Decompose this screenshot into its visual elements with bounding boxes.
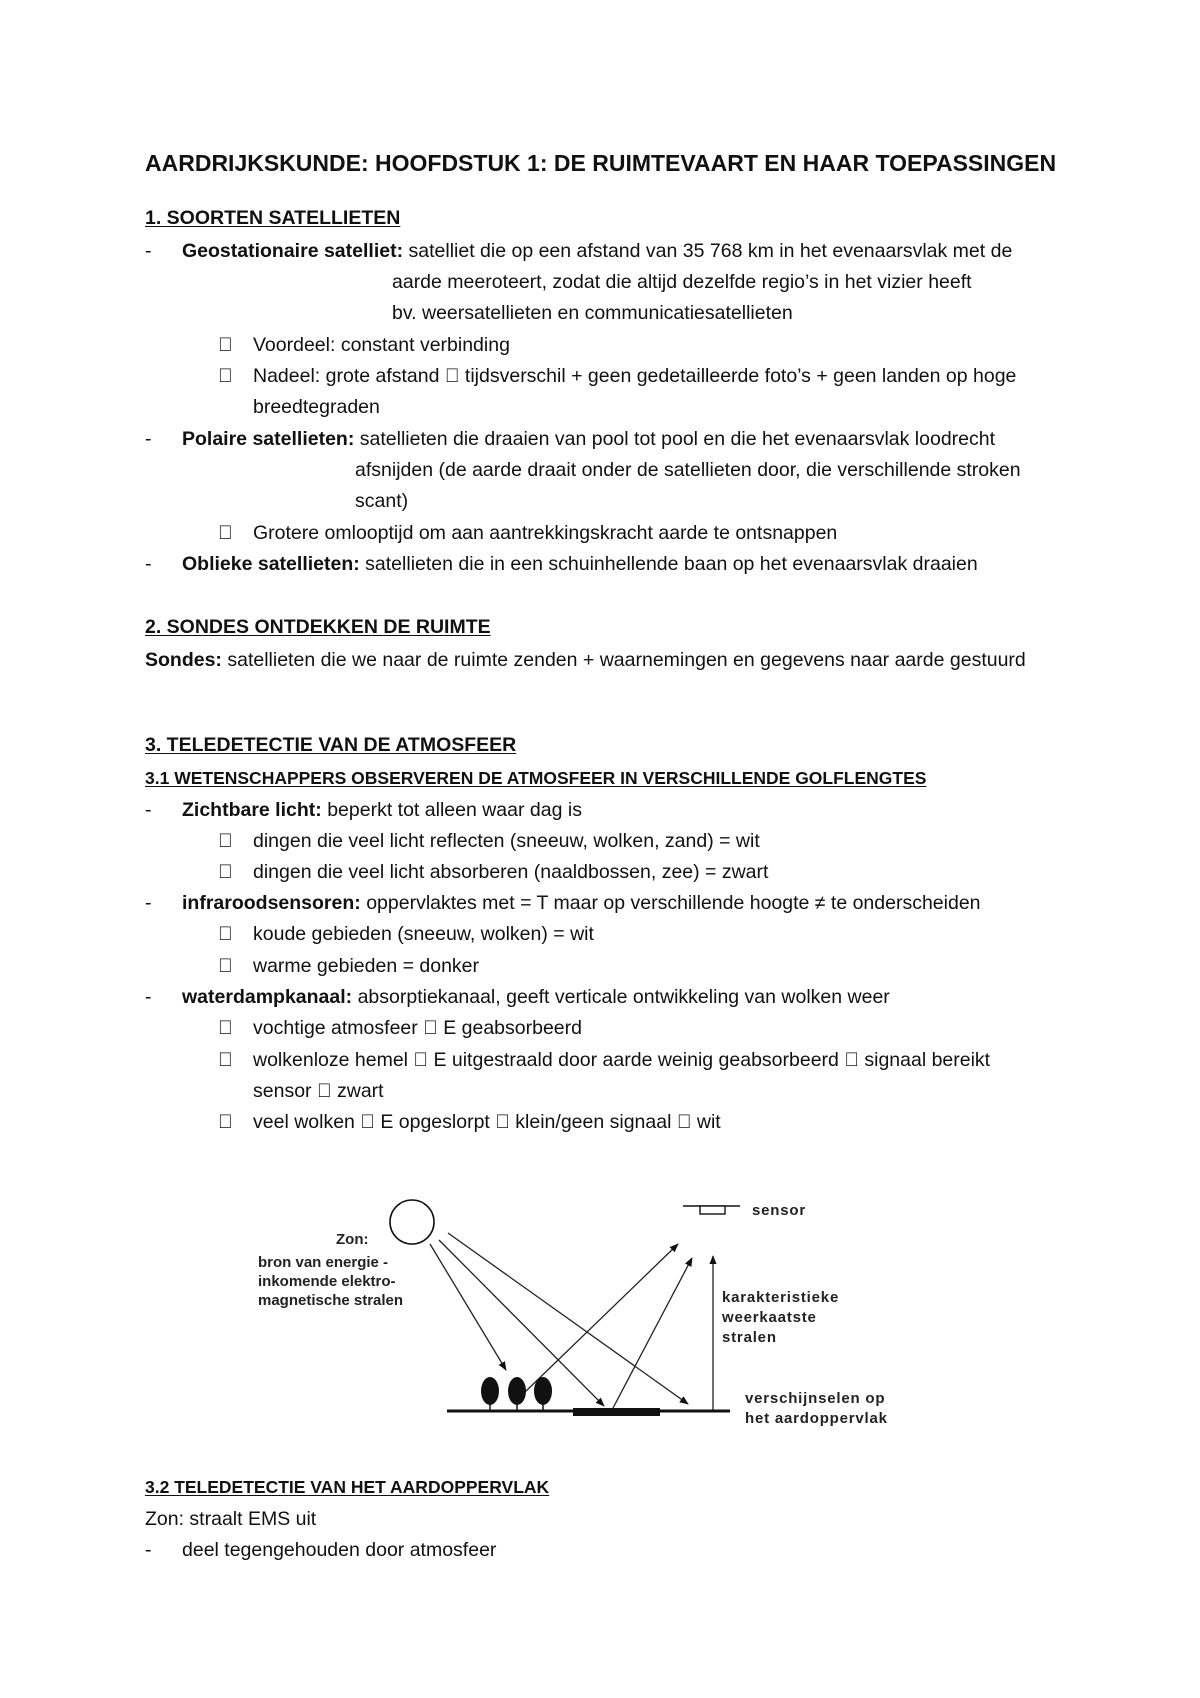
dash-bullet: - xyxy=(145,428,152,450)
arrow-bullet-icon xyxy=(218,829,253,853)
incoming-ray xyxy=(430,1244,506,1370)
sub-bullet xyxy=(218,1016,582,1040)
arrow-bullet-icon xyxy=(218,954,253,978)
definition-line: bv. weersatellieten en communicatiesatellieten xyxy=(392,302,793,324)
definition-line: satellieten die in een schuinhellende baan op het evenaarsvlak draaien xyxy=(365,553,978,575)
sub-bullet-text: dingen die veel licht reflecten (sneeuw, wolken, zand) = wit xyxy=(253,830,760,852)
reflected-label-line: karakteristieke xyxy=(722,1289,840,1306)
section-3-1-heading: 3.1 WETENSCHAPPERS OBSERVEREN DE ATMOSFEER IN VERSCHILLENDE GOLFLENGTES xyxy=(145,768,927,788)
list-item-text: deel tegengehouden door atmosfeer xyxy=(182,1539,497,1561)
section-2-heading: 2. SONDES ONTDEKKEN DE RUIMTE xyxy=(145,616,491,638)
term-infrared: infraroodsensoren: xyxy=(182,892,361,914)
sub-bullet-text: Nadeel: grote afstand tijdsverschil + geen gedetailleerde foto’s + geen landen op hoge xyxy=(253,365,997,387)
list-item-oblique xyxy=(145,552,978,576)
paragraph-sondes xyxy=(145,648,1026,672)
dash-bullet: - xyxy=(145,1539,152,1561)
sub-bullet-text: dingen die veel licht absorberen (naaldbossen, zee) = zwart xyxy=(253,861,769,883)
definition-line: satelliet die op een afstand van 35 768 km in het evenaarsvlak met de xyxy=(408,240,1013,262)
reflected-label-line: weerkaatste xyxy=(722,1309,817,1326)
definition-line: satellieten die draaien van pool tot pool en die het evenaarsvlak loodrecht xyxy=(359,428,996,450)
list-item-polar xyxy=(145,427,995,451)
arrow-bullet-icon xyxy=(218,521,253,545)
sub-bullet xyxy=(218,1110,721,1134)
definition-line: afsnijden (de aarde draait onder de satellieten door, die verschillende stroken xyxy=(355,459,1021,481)
arrow-bullet-icon xyxy=(218,364,253,388)
definition-line: satellieten die we naar de ruimte zenden + waarnemingen en gegevens naar aarde gestuurd xyxy=(227,649,1026,671)
sub-bullet-continuation: sensor zwart xyxy=(253,1080,364,1102)
term-oblique: Oblieke satellieten: xyxy=(182,553,360,575)
arrow-bullet-icon xyxy=(218,1048,253,1072)
tree-icon xyxy=(508,1377,526,1405)
sub-bullet xyxy=(218,1048,990,1072)
dash-bullet: - xyxy=(145,892,152,914)
list-item-geostationary xyxy=(145,239,1012,263)
section-1-heading: 1. SOORTEN SATELLIETEN xyxy=(145,207,401,229)
sun-icon xyxy=(390,1200,434,1244)
sensor-icon xyxy=(700,1206,725,1214)
dash-bullet: - xyxy=(145,986,152,1008)
reflected-ray xyxy=(525,1244,678,1392)
term-water-vapour: waterdampkanaal: xyxy=(182,986,353,1008)
arrow-bullet-icon xyxy=(218,1016,253,1040)
dash-bullet: - xyxy=(145,553,152,575)
sub-bullet xyxy=(218,333,510,357)
sensor-label: sensor xyxy=(752,1202,806,1219)
sub-bullet-text: Voordeel: constant verbinding xyxy=(253,334,510,356)
incoming-ray xyxy=(448,1233,688,1404)
sub-bullet xyxy=(218,829,760,853)
sub-bullet xyxy=(218,922,594,946)
sub-bullet-continuation: breedtegraden xyxy=(253,396,380,418)
list-item xyxy=(145,1538,496,1562)
dash-bullet: - xyxy=(145,240,152,262)
sub-bullet-text: warme gebieden = donker xyxy=(253,955,480,977)
sub-bullet xyxy=(218,521,837,545)
definition-line: oppervlaktes met = T maar op verschillende hoogte ≠ te onderscheiden xyxy=(366,892,981,914)
sub-bullet-text: koude gebieden (sneeuw, wolken) = wit xyxy=(253,923,594,945)
surface-label-line: het aardoppervlak xyxy=(745,1410,888,1427)
sub-bullet xyxy=(218,954,479,978)
arrow-bullet-icon xyxy=(218,922,253,946)
sub-bullet xyxy=(218,860,768,884)
definition-line: scant) xyxy=(355,490,409,512)
page-title: AARDRIJKSKUNDE: HOOFDSTUK 1: DE RUIMTEVAART EN HAAR TOEPASSINGEN xyxy=(145,150,1057,176)
tree-icon xyxy=(481,1377,499,1405)
term-sondes: Sondes: xyxy=(145,649,222,671)
sub-bullet-text: Grotere omlooptijd om aan aantrekkingskracht aarde te ontsnappen xyxy=(253,522,838,544)
arrow-bullet-icon xyxy=(218,860,253,884)
term-visible-light: Zichtbare licht: xyxy=(182,799,322,821)
arrow-bullet-icon xyxy=(218,1110,253,1134)
list-item-visible-light xyxy=(145,798,582,822)
sub-bullet-text: wolkenloze hemel E uitgestraald door aarde weinig geabsorbeerd signaal bereikt xyxy=(253,1049,951,1071)
definition-line: aarde meeroteert, zodat die altijd dezelfde regio’s in het vizier heeft xyxy=(392,271,972,293)
term-geostationary: Geostationaire satelliet: xyxy=(182,240,404,262)
tree-icon xyxy=(534,1377,552,1405)
reflected-label-line: stralen xyxy=(722,1329,777,1346)
list-item-water-vapour xyxy=(145,985,890,1009)
remote-sensing-diagram xyxy=(240,1180,940,1440)
surface-patch xyxy=(573,1408,660,1416)
sun-label-line: inkomende elektro- xyxy=(258,1273,396,1290)
reflected-ray xyxy=(613,1258,692,1408)
paragraph-line: Zon: straalt EMS uit xyxy=(145,1508,317,1530)
definition-line: beperkt tot alleen waar dag is xyxy=(327,799,582,821)
sub-bullet xyxy=(218,364,1016,388)
sun-label-line: Zon: xyxy=(336,1231,369,1248)
section-3-heading: 3. TELEDETECTIE VAN DE ATMOSFEER xyxy=(145,734,517,756)
definition-line: absorptiekanaal, geeft verticale ontwikkeling van wolken weer xyxy=(357,986,890,1008)
sub-bullet-text: vochtige atmosfeer E geabsorbeerd xyxy=(253,1017,562,1039)
dash-bullet: - xyxy=(145,799,152,821)
arrow-bullet-icon xyxy=(218,333,253,357)
surface-label-line: verschijnselen op xyxy=(745,1390,886,1407)
sun-label-line: magnetische stralen xyxy=(258,1292,404,1309)
sub-bullet-text: veel wolken E opgeslorpt klein/geen signaal wit xyxy=(253,1111,661,1133)
list-item-infrared xyxy=(145,891,981,915)
term-polar: Polaire satellieten: xyxy=(182,428,355,450)
sun-label-line: bron van energie - xyxy=(258,1254,389,1271)
section-3-2-heading: 3.2 TELEDETECTIE VAN HET AARDOPPERVLAK xyxy=(145,1477,550,1497)
